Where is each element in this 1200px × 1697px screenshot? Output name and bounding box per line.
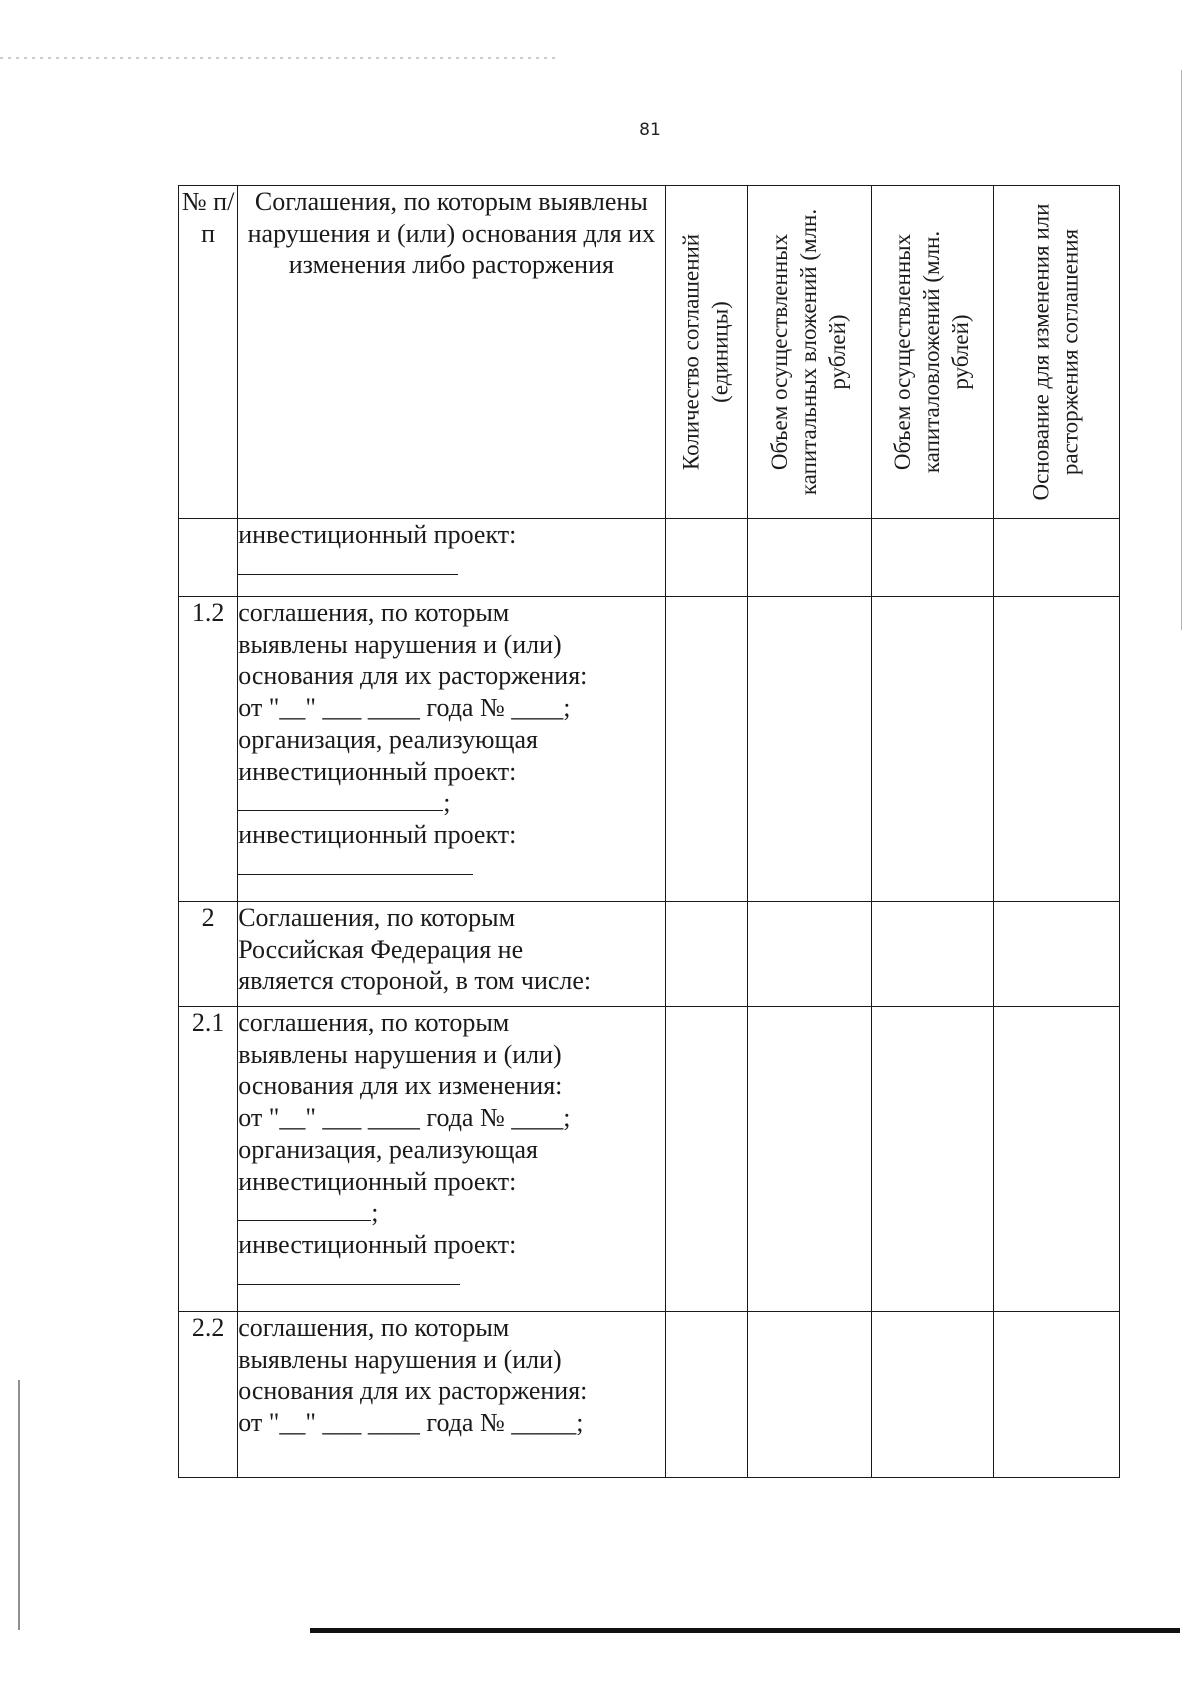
cell-capital-investment-2 — [872, 1312, 993, 1478]
cell-capital-investment-2 — [872, 519, 993, 597]
row-line: инвестиционный проект: — [238, 1230, 517, 1260]
fill-in-blank — [238, 788, 443, 811]
cell-grounds — [993, 519, 1119, 597]
row-text — [238, 1007, 665, 1312]
table-row — [179, 1007, 1120, 1312]
row-line: основания для их расторжения: — [238, 661, 588, 691]
cell-capital-investment — [747, 1007, 871, 1312]
row-line: от "__" ___ ____ года № ____; — [238, 693, 571, 723]
row-line: Российская Федерация не — [238, 934, 524, 964]
row-line: инвестиционный проект: — [238, 756, 517, 786]
scan-edge-left — [18, 1380, 20, 1630]
fill-in-blank — [238, 1262, 460, 1285]
cell-capital-investment-2 — [872, 597, 993, 902]
cell-capital-investment-2 — [872, 1007, 993, 1312]
table-row — [179, 1312, 1120, 1478]
row-line: соглашения, по которым — [238, 1008, 510, 1037]
cell-count — [665, 1312, 747, 1478]
fill-in-blank — [238, 552, 458, 575]
row-line: выявлены нарушения и (или) — [238, 1039, 562, 1069]
row-line: соглашения, по которым — [238, 598, 510, 627]
row-line: инвестиционный проект: — [238, 1166, 517, 1196]
row-line: инвестиционный проект: — [238, 520, 517, 549]
row-text — [238, 597, 665, 902]
row-line: основания для их изменения: — [238, 1071, 563, 1101]
cell-grounds — [993, 1312, 1119, 1478]
row-line: выявлены нарушения и (или) — [238, 1344, 562, 1374]
scan-bar-bottom — [310, 1628, 1180, 1633]
row-line: является стороной, в том числе: — [238, 966, 592, 996]
row-line: выявлены нарушения и (или) — [238, 629, 562, 659]
header-count — [665, 186, 747, 519]
cell-capital-investment — [747, 1312, 871, 1478]
row-line: ; — [443, 788, 451, 818]
row-line: организация, реализующая — [238, 1134, 538, 1164]
header-capital-investment — [747, 186, 871, 519]
cell-capital-investment — [747, 902, 871, 1007]
header-count-text: Количество соглашений (единицы) — [678, 233, 733, 471]
row-line: соглашения, по которым — [238, 1313, 510, 1342]
violations-table — [178, 185, 1120, 1478]
row-text — [238, 519, 665, 597]
header-grounds-text: Основание для изменения или расторжения соглашения — [1028, 203, 1083, 501]
header-grounds — [993, 186, 1119, 519]
header-capital-investment-2 — [872, 186, 993, 519]
row-text — [238, 1312, 665, 1478]
table-row — [179, 902, 1120, 1007]
row-line: от "__" ___ ____ года № ____; — [238, 1103, 571, 1133]
cell-capital-investment — [747, 519, 871, 597]
fill-in-blank — [238, 1198, 371, 1221]
scan-noise — [0, 57, 560, 59]
cell-grounds — [993, 902, 1119, 1007]
row-number: 1.2 — [179, 597, 238, 902]
row-line: основания для их расторжения: — [238, 1376, 588, 1406]
cell-grounds — [993, 1007, 1119, 1312]
row-number: 2.1 — [179, 1007, 238, 1312]
header-capital-investment-text: Объем осуществленных капитальных вложений (млн. рублей) — [767, 208, 850, 496]
row-line: организация, реализующая — [238, 724, 538, 754]
cell-count — [665, 597, 747, 902]
cell-capital-investment — [747, 597, 871, 902]
table-row — [179, 519, 1120, 597]
row-line: Соглашения, по которым — [238, 903, 516, 932]
fill-in-blank — [238, 852, 473, 875]
cell-count — [665, 1007, 747, 1312]
row-line: от "__" ___ ____ года № _____; — [238, 1408, 584, 1438]
row-line: ; — [371, 1198, 379, 1228]
cell-count — [665, 902, 747, 1007]
table-row — [179, 597, 1120, 902]
row-text — [238, 902, 665, 1007]
row-line: инвестиционный проект: — [238, 820, 517, 850]
row-number: 2.2 — [179, 1312, 238, 1478]
scan-edge-right — [1181, 70, 1182, 630]
header-number: № п/п — [179, 186, 238, 519]
header-capital-investment-2-text: Объем осуществленных капиталовложений (млн. рублей) — [890, 230, 973, 474]
cell-grounds — [993, 597, 1119, 902]
cell-capital-investment-2 — [872, 902, 993, 1007]
header-agreements: Соглашения, по которым выявлены нарушения и (или) основания для их изменения либо расторжения — [238, 186, 665, 519]
cell-count — [665, 519, 747, 597]
page-number: 81 — [639, 120, 661, 140]
table-header-row — [179, 186, 1120, 519]
row-number: 2 — [179, 902, 238, 1007]
row-number — [179, 519, 238, 597]
